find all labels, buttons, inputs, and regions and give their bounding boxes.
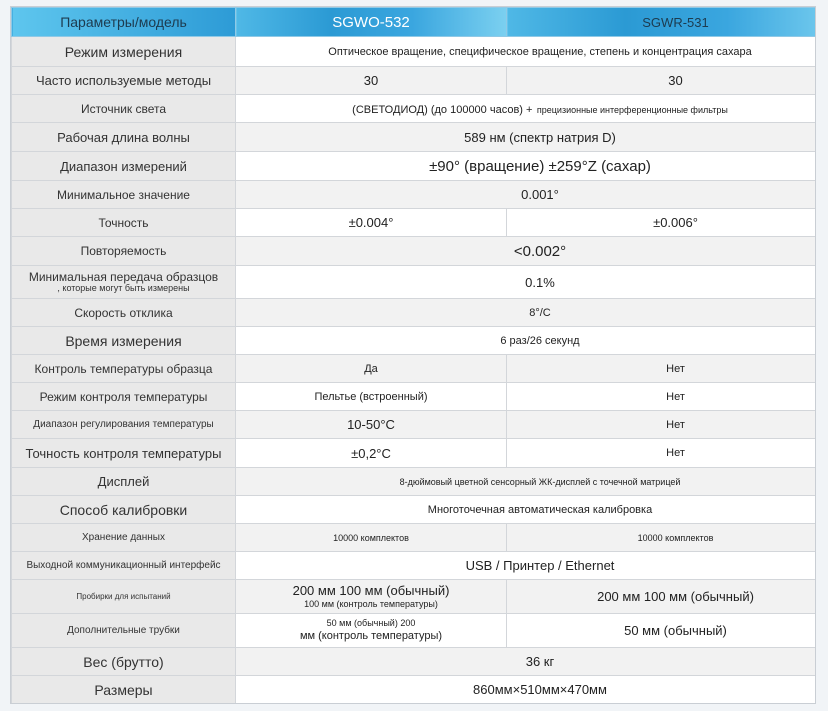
- row-label: Режим измерения: [12, 37, 236, 67]
- row-value: 0.1%: [236, 266, 817, 299]
- table-row: [12, 496, 817, 524]
- row-value: 6 раз/26 секунд: [236, 327, 817, 355]
- table-row: [12, 209, 817, 237]
- row-label: Рабочая длина волны: [12, 123, 236, 152]
- row-label: Точность контроля температуры: [12, 439, 236, 468]
- table-row: [12, 237, 817, 266]
- light-source-main: (СВЕТОДИОД) (до 100000 часов) +: [352, 103, 533, 116]
- row-value-a: Пельтье (встроенный): [236, 383, 507, 411]
- row-label: Вес (брутто): [12, 648, 236, 676]
- row-value-a: Да: [236, 355, 507, 383]
- table-row: [12, 524, 817, 552]
- table-row: [12, 67, 817, 95]
- table-row: [12, 614, 817, 648]
- row-value: 589 нм (спектр натрия D): [236, 123, 817, 152]
- row-label: Источник света: [12, 95, 236, 123]
- row-label: Режим контроля температуры: [12, 383, 236, 411]
- row-label: Пробирки для испытаний: [12, 580, 236, 614]
- row-label: Повторяемость: [12, 237, 236, 266]
- row-value: USB / Принтер / Ethernet: [236, 552, 817, 580]
- row-label: Точность: [12, 209, 236, 237]
- row-value-b: ±0.006°: [507, 209, 817, 237]
- table-row: [12, 383, 817, 411]
- row-value: Оптическое вращение, специфическое вращение, степень и концентрация сахара: [236, 37, 817, 67]
- table-row: [12, 37, 817, 67]
- row-value: <0.002°: [236, 237, 817, 266]
- row-value: Многоточечная автоматическая калибровка: [236, 496, 817, 524]
- row-value: ±90° (вращение) ±259°Z (сахар): [236, 152, 817, 181]
- row-value-a: 30: [236, 67, 507, 95]
- row-value-a: [236, 614, 507, 648]
- table-row: [12, 676, 817, 704]
- table-row: [12, 355, 817, 383]
- table-row: [12, 327, 817, 355]
- row-label: Дополнительные трубки: [12, 614, 236, 648]
- row-value-b: Нет: [507, 383, 817, 411]
- row-value: 8°/С: [236, 299, 817, 327]
- table-row: [12, 580, 817, 614]
- header-param: Параметры/модель: [12, 8, 236, 37]
- row-value-b: Нет: [507, 355, 817, 383]
- table-header-row: [12, 8, 817, 37]
- row-value-a: ±0.004°: [236, 209, 507, 237]
- light-source-extra: прецизионные интерференционные фильтры: [536, 104, 728, 115]
- row-label-line1: Минимальная передача образцов: [28, 270, 219, 284]
- row-label: Хранение данных: [12, 524, 236, 552]
- row-value: 0.001°: [236, 181, 817, 209]
- row-label: Часто используемые методы: [12, 67, 236, 95]
- row-value-b: 200 мм 100 мм (обычный): [507, 580, 817, 614]
- row-value: 860мм×510мм×470мм: [236, 676, 817, 704]
- tubes-a-line2: 100 мм (контроль температуры): [304, 599, 438, 609]
- spec-table: [11, 7, 816, 704]
- row-label: Минимальное значение: [12, 181, 236, 209]
- table-row: [12, 123, 817, 152]
- row-value-b: Нет: [507, 411, 817, 439]
- table-row: [12, 299, 817, 327]
- tubes-a-line1: 200 мм 100 мм (обычный): [292, 583, 450, 598]
- row-value: [236, 95, 817, 123]
- row-label-line2: , которые могут быть измерены: [57, 283, 190, 293]
- spec-table-container: [10, 6, 816, 704]
- table-row: [12, 468, 817, 496]
- table-row: [12, 411, 817, 439]
- row-value-b: 30: [507, 67, 817, 95]
- row-value: 36 кг: [236, 648, 817, 676]
- table-row: [12, 266, 817, 299]
- row-label: Размеры: [12, 676, 236, 704]
- table-row: [12, 181, 817, 209]
- header-model-a: SGWO-532: [236, 8, 507, 37]
- extra-tubes-a-line2: мм (контроль температуры): [299, 630, 443, 642]
- row-label: [12, 266, 236, 299]
- row-label: Время измерения: [12, 327, 236, 355]
- row-value-b: 50 мм (обычный): [507, 614, 817, 648]
- table-row: [12, 152, 817, 181]
- table-row: [12, 648, 817, 676]
- table-row: [12, 95, 817, 123]
- row-label: Диапазон измерений: [12, 152, 236, 181]
- row-label: Диапазон регулирования температуры: [12, 411, 236, 439]
- row-label: Скорость отклика: [12, 299, 236, 327]
- row-label: Дисплей: [12, 468, 236, 496]
- table-row: [12, 552, 817, 580]
- row-value-b: Нет: [507, 439, 817, 468]
- extra-tubes-a-line1: 50 мм (обычный) 200: [326, 618, 416, 628]
- row-value-b: 10000 комплектов: [507, 524, 817, 552]
- row-label: Выходной коммуникационный интерфейс: [12, 552, 236, 580]
- row-value-a: 10000 комплектов: [236, 524, 507, 552]
- header-model-b: SGWR-531: [507, 8, 817, 37]
- row-value: 8-дюймовый цветной сенсорный ЖК-дисплей с точечной матрицей: [236, 468, 817, 496]
- row-value-a: ±0,2°C: [236, 439, 507, 468]
- table-row: [12, 439, 817, 468]
- row-value-a: [236, 580, 507, 614]
- row-value-a: 10-50°C: [236, 411, 507, 439]
- row-label: Способ калибровки: [12, 496, 236, 524]
- row-label: Контроль температуры образца: [12, 355, 236, 383]
